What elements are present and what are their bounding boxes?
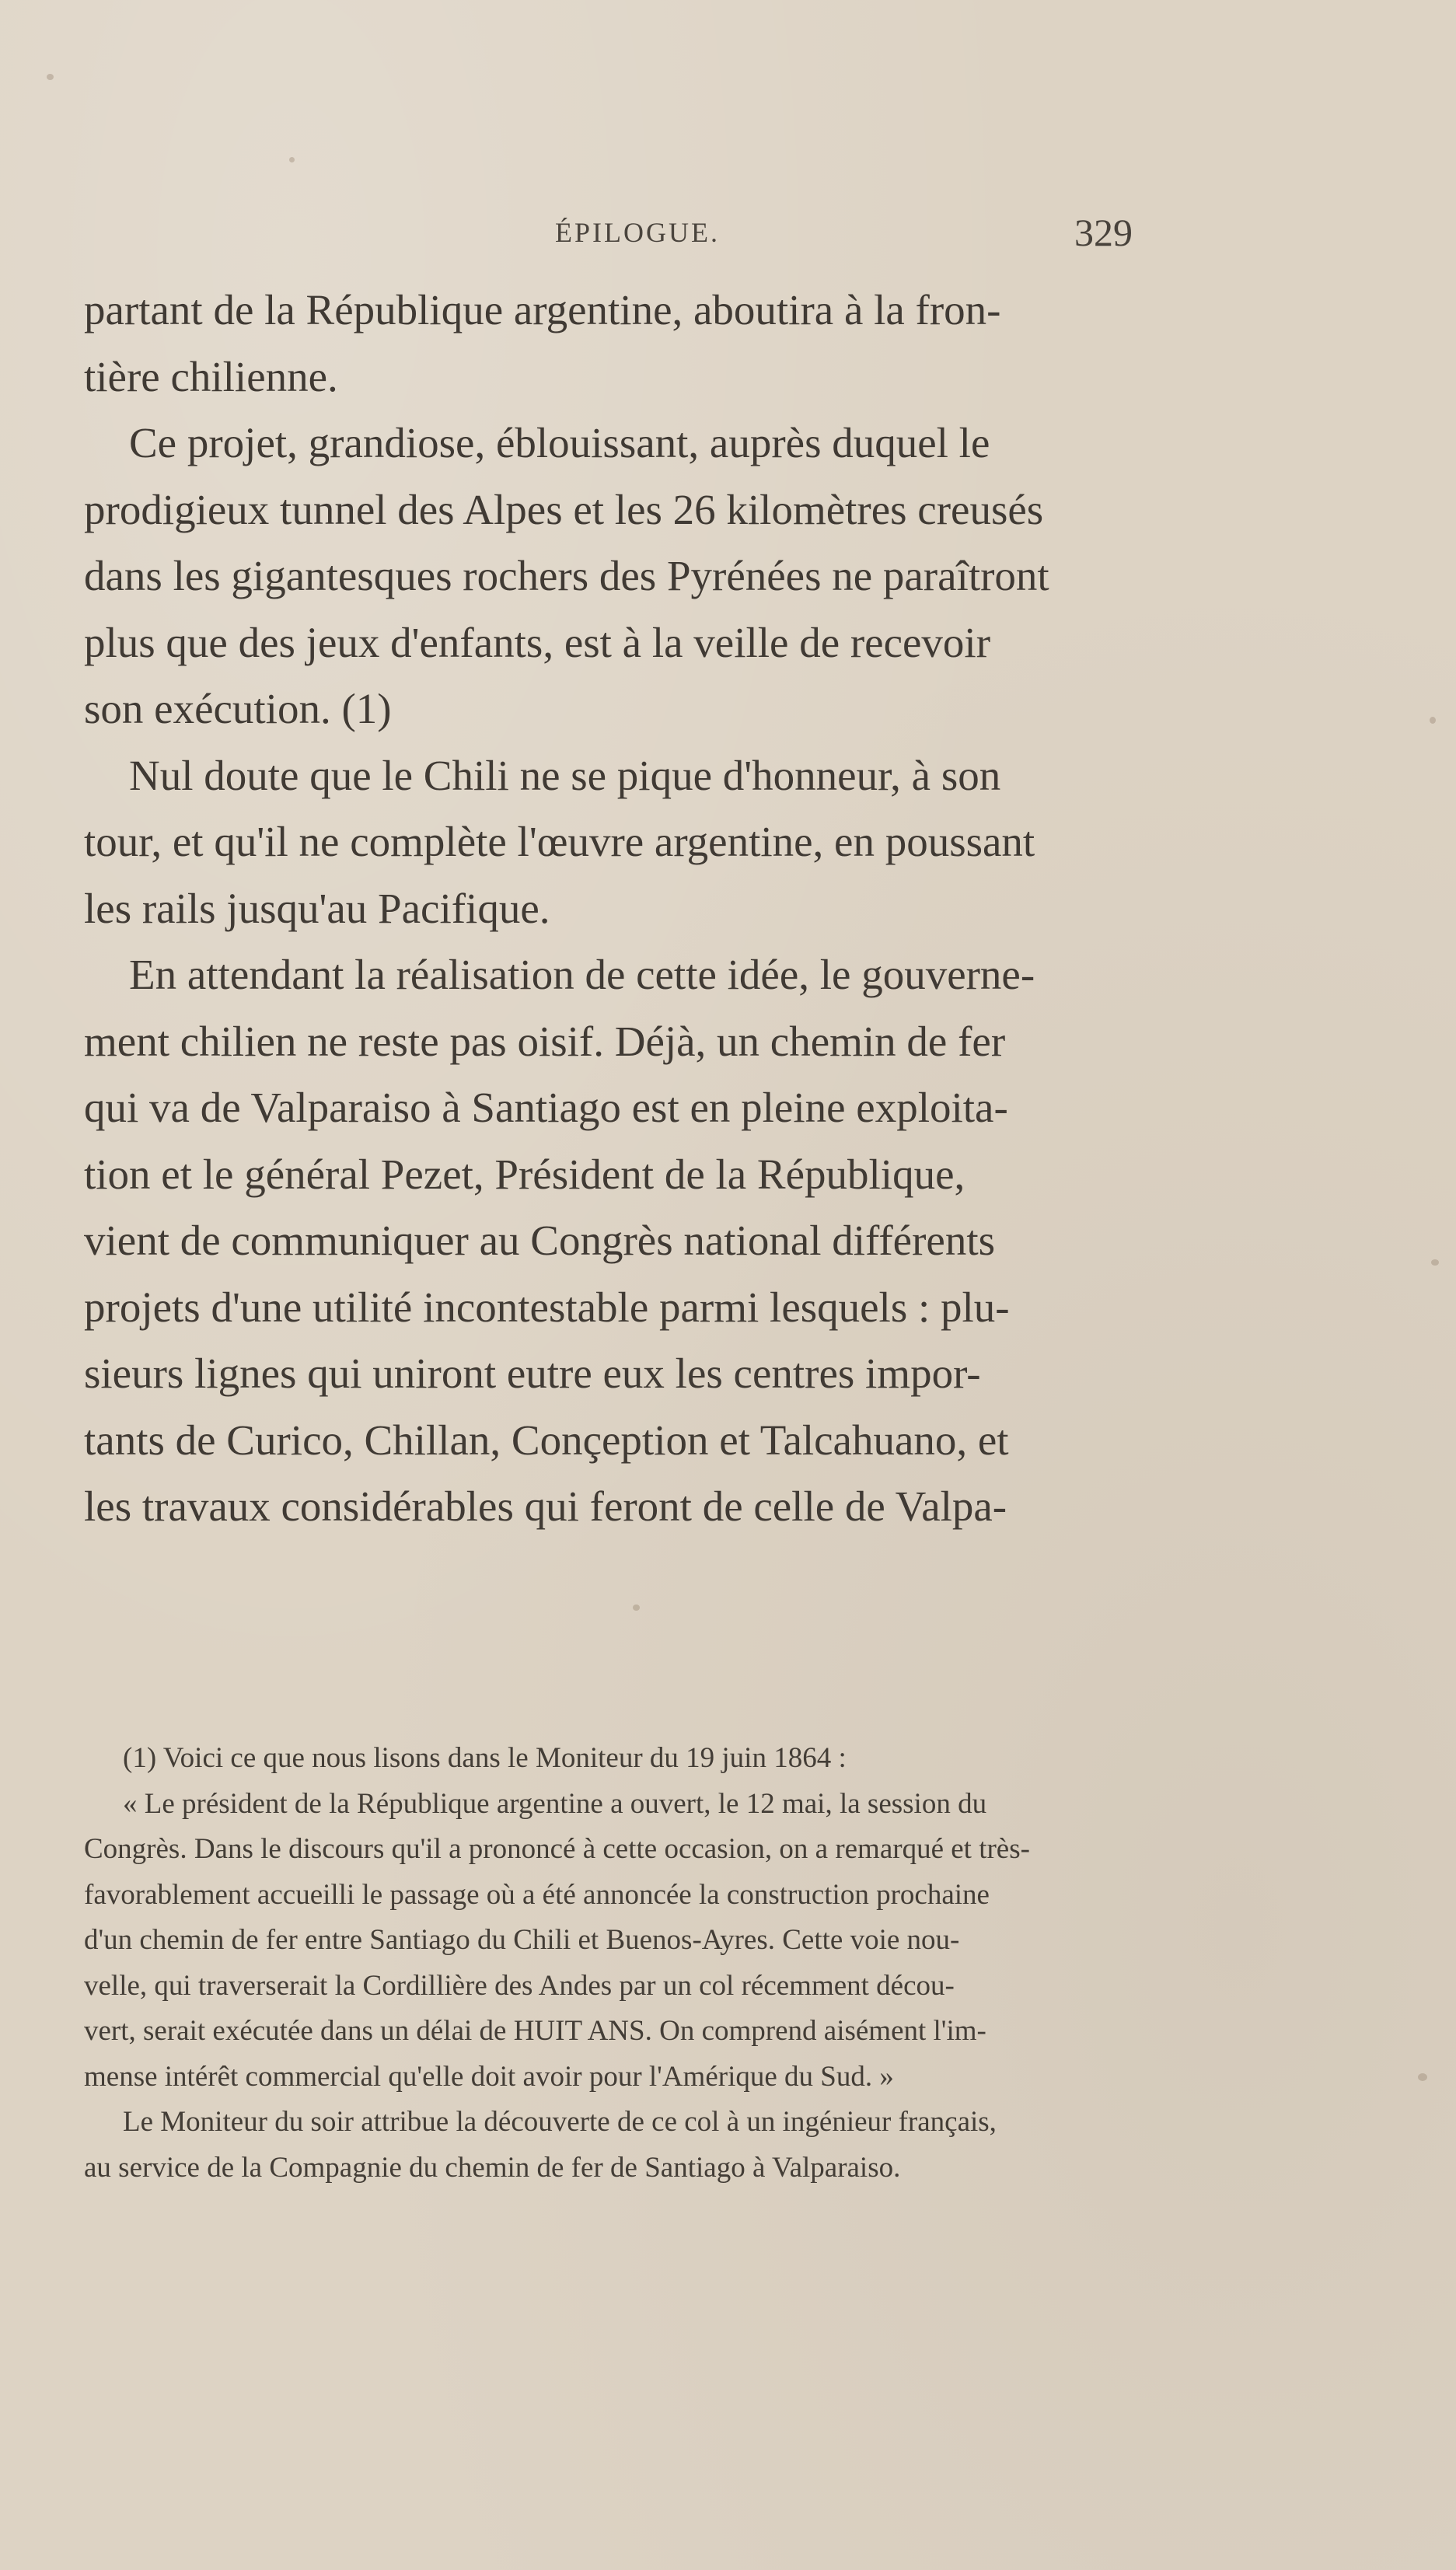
paper-speck (1430, 717, 1436, 724)
body-line: prodigieux tunnel des Alpes et les 26 kilomètres creusés (84, 485, 1044, 533)
body-line: ment chilien ne reste pas oisif. Déjà, un chemin de fer (84, 1017, 1006, 1065)
body-line: tion et le général Pezet, Président de la République, (84, 1150, 965, 1198)
footnote-line: au service de la Compagnie du chemin de fer de Santiago à Valparaiso. (84, 2151, 901, 2184)
footnote-line: (1) Voici ce que nous lisons dans le Moniteur du 19 juin 1864 : (123, 1742, 847, 1774)
body-line: Ce projet, grandiose, éblouissant, auprès duquel le (129, 419, 990, 466)
body-line: plus que des jeux d'enfants, est à la veille de recevoir (84, 618, 991, 666)
footnote-line: Congrès. Dans le discours qu'il a prononcé à cette occasion, on a remarqué et très- (84, 1833, 1030, 1865)
body-line: partant de la République argentine, aboutira à la fron- (84, 286, 1001, 333)
body-line: En attendant la réalisation de cette idée, le gouverne- (129, 951, 1035, 998)
body-line: tour, et qu'il ne complète l'œuvre argentine, en poussant (84, 818, 1035, 865)
body-line: tière chilienne. (84, 352, 338, 400)
paper-speck (633, 1605, 640, 1611)
paper-speck (1431, 1259, 1439, 1266)
body-line: Nul doute que le Chili ne se pique d'honneur, à son (129, 751, 1001, 799)
footnote-line: « Le président de la République argentine a ouvert, le 12 mai, la session du (123, 1787, 987, 1820)
body-line: les travaux considérables qui feront de celle de Valpa- (84, 1482, 1007, 1530)
footnote-line: velle, qui traverserait la Cordillière des Andes par un col récemment décou- (84, 1969, 955, 2002)
body-line: qui va de Valparaiso à Santiago est en pleine exploita- (84, 1084, 1008, 1131)
footnote-line: Le Moniteur du soir attribue la découverte de ce col à un ingénieur français, (123, 2106, 997, 2138)
body-line: tants de Curico, Chillan, Conçeption et Talcahuano, et (84, 1416, 1009, 1464)
footnote-line: d'un chemin de fer entre Santiago du Chili et Buenos-Ayres. Cette voie nou- (84, 1924, 960, 1956)
paper-speck (47, 74, 54, 80)
footnotes (84, 1736, 1203, 2191)
body-line: son exécution. (1) (84, 685, 392, 732)
body-line: projets d'une utilité incontestable parmi lesquels : plu- (84, 1283, 1010, 1331)
footnote-line: vert, serait exécutée dans un délai de HUIT ANS. On comprend aisément l'im- (84, 2015, 986, 2047)
body-line: vient de communiquer au Congrès national différents (84, 1217, 995, 1264)
running-title: ÉPILOGUE. (555, 217, 720, 248)
running-head (0, 210, 1456, 264)
body-text (84, 277, 1203, 1540)
footnote-line: favorablement accueilli le passage où a été annoncée la construction prochaine (84, 1878, 990, 1911)
body-line: sieurs lignes qui uniront eutre eux les centres impor- (84, 1350, 981, 1397)
footnote-line: mense intérêt commercial qu'elle doit avoir pour l'Amérique du Sud. » (84, 2060, 894, 2093)
body-line: les rails jusqu'au Pacifique. (84, 884, 550, 932)
paper-speck (1418, 2073, 1427, 2081)
page-number: 329 (1074, 211, 1133, 254)
paper-speck (289, 157, 295, 162)
body-line: dans les gigantesques rochers des Pyrénées ne paraîtront (84, 552, 1049, 599)
